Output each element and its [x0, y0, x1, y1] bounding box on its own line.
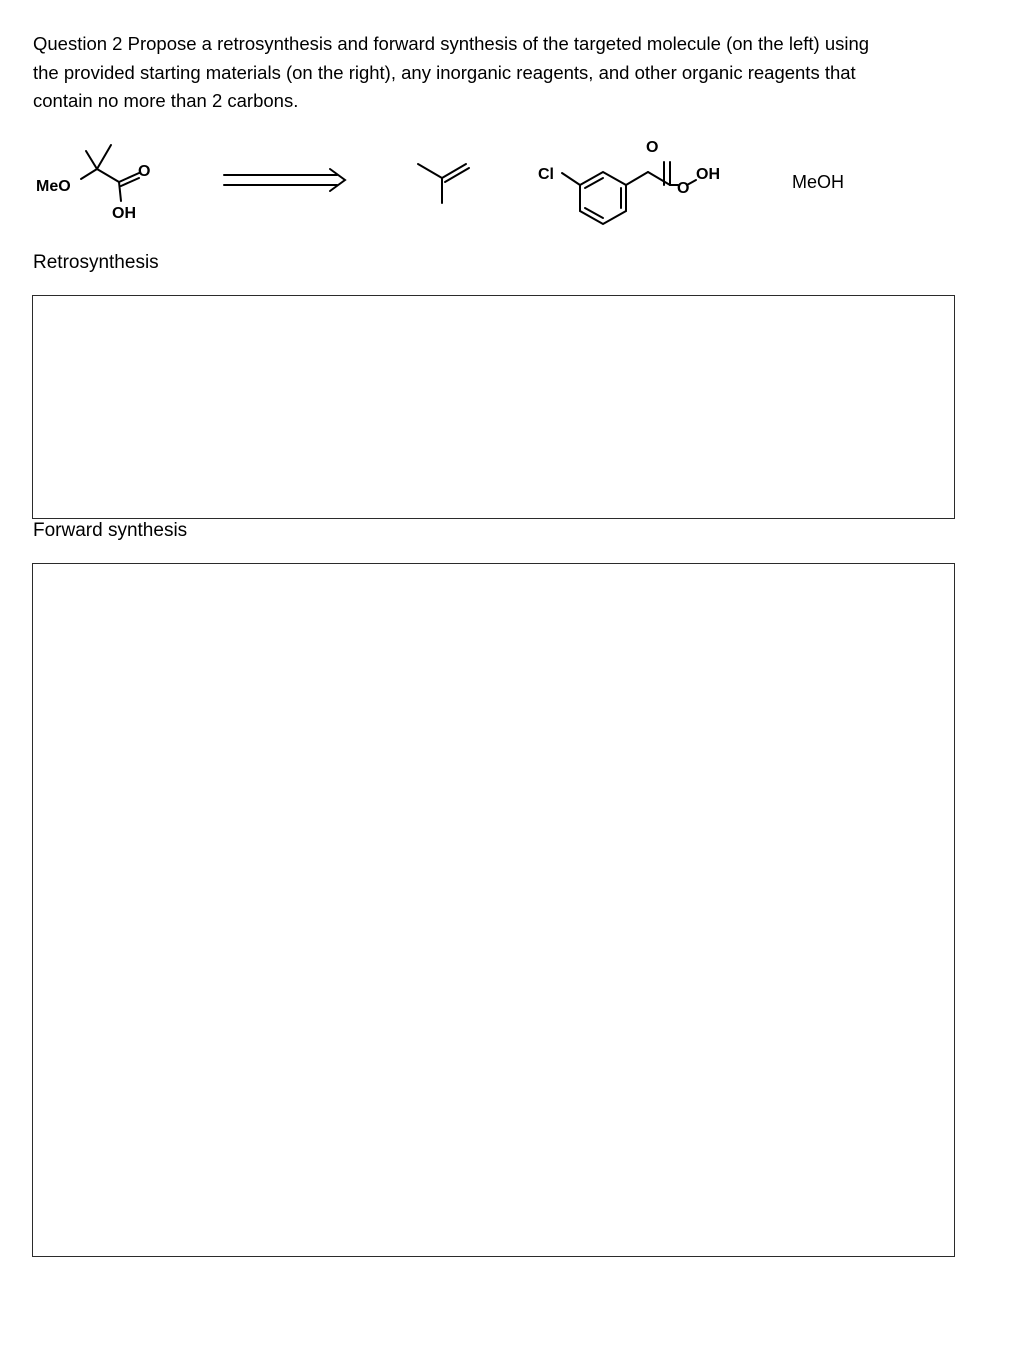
question-line-3: contain no more than 2 carbons.: [33, 90, 299, 111]
aryl-carbonyl-o-label: O: [646, 139, 659, 156]
scheme-drawing: [0, 125, 1016, 235]
retrosynthesis-heading: Retrosynthesis: [33, 252, 159, 273]
aryl-oh-label: OH: [696, 166, 720, 183]
forward-synthesis-answer-box[interactable]: [32, 563, 955, 1257]
target-oh-label: OH: [112, 205, 136, 222]
question-line-1: Question 2 Propose a retrosynthesis and forward synthesis of the targeted molecule (on the left) using: [33, 33, 870, 54]
forward-synthesis-heading: Forward synthesis: [33, 520, 188, 541]
aryl-cl-label: Cl: [538, 166, 554, 183]
question-line-2: the provided starting materials (on the right), any inorganic reagents, and other organic reagents that: [33, 61, 856, 83]
aryl-ester-molecule: [562, 162, 696, 224]
methanol-label: MeOH: [792, 172, 845, 192]
target-carbonyl-o-label: O: [138, 163, 151, 180]
aryl-ester-o-label: O: [677, 180, 690, 197]
target-molecule: [81, 145, 139, 201]
isobutylene-molecule: [418, 164, 469, 203]
reaction-scheme: [0, 125, 1016, 235]
question-text: [33, 30, 973, 116]
target-meo-label: MeO: [36, 178, 71, 195]
retrosynthesis-answer-box[interactable]: [32, 295, 955, 519]
retrosynthesis-arrow: [224, 169, 345, 191]
